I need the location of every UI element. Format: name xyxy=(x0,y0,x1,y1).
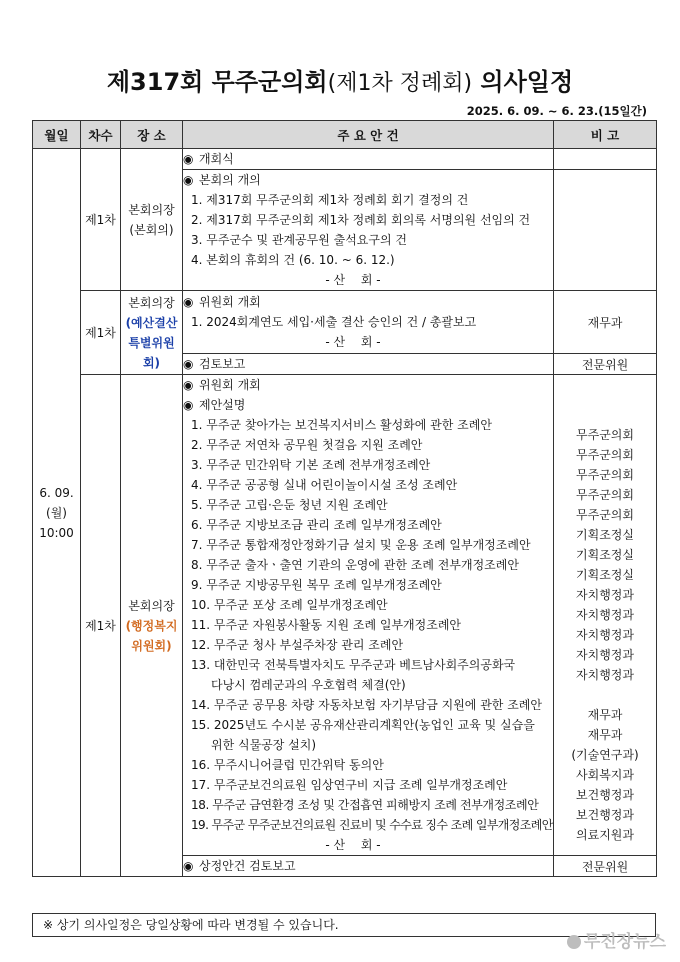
note-cell xyxy=(554,170,657,291)
note-value: 기획조정실 xyxy=(576,548,634,562)
bullet-icon: ◉ xyxy=(183,378,194,392)
agenda-item: 19. 무주군 무주군보건의료원 진료비 및 수수료 징수 조례 일부개정조례안 xyxy=(191,818,553,832)
place-cell: 본회의장 (본회의) xyxy=(121,149,183,291)
agenda-cell: ◉ 검토보고 xyxy=(183,354,554,375)
note-value: 무주군의회 xyxy=(576,428,634,442)
title-main: 제317회 무주군의회 xyxy=(106,68,328,96)
agenda-item: 3. 무주군수 및 관계공무원 출석요구의 건 xyxy=(191,233,407,247)
bullet-icon: ◉ xyxy=(183,859,194,873)
agenda-item: 4. 무주군 공공형 실내 어린이놀이시설 조성 조례안 xyxy=(191,478,458,492)
title-sub: (제1차 정례회) xyxy=(327,71,473,96)
session-cell: 제1차 xyxy=(81,149,121,291)
agenda-item: 1. 2024회계연도 세입·세출 결산 승인의 건 / 총괄보고 xyxy=(191,315,477,329)
agenda-item-cont: 다낭시 껌레군과의 우호협력 체결(안) xyxy=(211,678,406,692)
bullet-icon: ◉ xyxy=(183,398,194,412)
table-header-row xyxy=(33,121,657,149)
footer-notice: ※ 상기 의사일정은 당일상황에 따라 변경될 수 있습니다. xyxy=(32,913,656,937)
note-cell xyxy=(554,149,657,170)
note-value: 기획조정실 xyxy=(576,568,634,582)
adjourn-label: - 산 회 - xyxy=(325,335,381,349)
bullet-icon: ◉ xyxy=(183,152,194,166)
table-row xyxy=(33,291,657,354)
note-value: 무주군의회 xyxy=(576,508,634,522)
agenda-item: 10. 무주군 포상 조례 일부개정조례안 xyxy=(191,598,388,612)
agenda-cell: ◉ 위원회 개회 1. 2024회계연도 세입·세출 결산 승인의 건 / 총괄보고 - 산 회 - xyxy=(183,291,554,354)
note-value: 의료지원과 xyxy=(576,828,634,842)
note-cell xyxy=(554,375,657,856)
session-period: 2025. 6. 09. ~ 6. 23.(15일간) xyxy=(466,104,647,118)
agenda-item: 4. 본회의 휴회의 건 (6. 10. ~ 6. 12.) xyxy=(191,253,395,267)
place-cell: 본회의장 (예산결산 특별위원회) xyxy=(121,291,183,375)
agenda-item: 2. 무주군 저연차 공무원 첫걸음 지원 조례안 xyxy=(191,438,423,452)
session-cell: 제1차 xyxy=(81,375,121,877)
agenda-item: 16. 무주시니어클럽 민간위탁 동의안 xyxy=(191,758,384,772)
page-title xyxy=(0,62,680,97)
agenda-cell: ◉ 본회의 개의 1. 제317회 무주군의회 제1차 정례회 회기 결정의 건 2. 제317회 무주군의회 제1차 정례회 회의록 서명의원 선임의 건 3. 무주군수 및 관계공무원 출석요구의 건 4. 본회의 휴회의 건 (6. 10. ~ 6. 12.) - 산 회 - xyxy=(183,170,554,291)
header-agenda: 주 요 안 건 xyxy=(183,121,554,149)
agenda-cell: ◉ 상정안건 검토보고 xyxy=(183,856,554,877)
table-row xyxy=(33,375,657,856)
bullet-icon: ◉ xyxy=(183,295,194,309)
place-cell: 본회의장 (행정복지 위원회) xyxy=(121,375,183,877)
header-session: 차수 xyxy=(81,121,121,149)
agenda-item: 9. 무주군 지방공무원 복무 조례 일부개정조례안 xyxy=(191,578,442,592)
agenda-item: 3. 무주군 민간위탁 기본 조례 전부개정조례안 xyxy=(191,458,431,472)
note-value: 자치행정과 xyxy=(576,668,634,682)
date-cell: 6. 09. (월) 10:00 xyxy=(33,149,81,877)
agenda-item: 7. 무주군 통합재정안정화기금 설치 및 운용 조례 일부개정조례안 xyxy=(191,538,531,552)
agenda-cell: ◉ 개회식 xyxy=(183,149,554,170)
agenda-item: 13. 대한민국 전북특별자치도 무주군과 베트남사회주의공화국 xyxy=(191,658,516,672)
agenda-item: 17. 무주군보건의료원 임상연구비 지급 조례 일부개정조례안 xyxy=(191,778,508,792)
adjourn-label: - 산 회 - xyxy=(325,838,381,852)
bullet-icon: ◉ xyxy=(183,357,194,371)
note-value: 무주군의회 xyxy=(576,448,634,462)
agenda-item: 8. 무주군 출자ㆍ출연 기관의 운영에 관한 조례 전부개정조례안 xyxy=(191,558,519,572)
header-date: 월일 xyxy=(33,121,81,149)
agenda-item: 1. 무주군 찾아가는 보건복지서비스 활성화에 관한 조례안 xyxy=(191,418,492,432)
note-value: 보건행정과 xyxy=(576,788,634,802)
note-value: 사회복지과 xyxy=(576,768,634,782)
session-cell: 제1차 xyxy=(81,291,121,375)
title-tail: 의사일정 xyxy=(480,68,574,96)
agenda-item: 5. 무주군 고립·은둔 청년 지원 조례안 xyxy=(191,498,388,512)
note-value: 자치행정과 xyxy=(576,608,634,622)
watermark: 무진장뉴스 xyxy=(567,927,666,952)
note-cell: 전문위원 xyxy=(554,856,657,877)
agenda-item: 2. 제317회 무주군의회 제1차 정례회 회의록 서명의원 선임의 건 xyxy=(191,213,531,227)
agenda-item: 1. 제317회 무주군의회 제1차 정례회 회기 결정의 건 xyxy=(191,193,469,207)
note-value: 자치행정과 xyxy=(576,648,634,662)
watermark-logo-icon xyxy=(567,935,581,949)
table-row xyxy=(33,149,657,170)
agenda-item: 14. 무주군 공무용 차량 자동차보험 자기부담금 지원에 관한 조례안 xyxy=(191,698,542,712)
note-value: 재무과 xyxy=(587,708,623,722)
agenda-item: 11. 무주군 자원봉사활동 지원 조례 일부개정조례안 xyxy=(191,618,461,632)
note-value: 무주군의회 xyxy=(576,468,634,482)
note-value: 무주군의회 xyxy=(576,488,634,502)
agenda-cell: ◉ 위원회 개회 ◉ 제안설명 1. 무주군 찾아가는 보건복지서비스 활성화에 관한 조례안 2. 무주군 저연차 공무원 첫걸음 지원 조례안 3. 무주군 민간위탁 기본 조례 전부개정조례안 4. 무주군 공공형 실내 어린이놀이시설 조성 조례안 5. 무주군 고립·은둔 청년 지원 조례안 6. 무주군 지방보조금 관리 조례 일부개정조례안 7. 무주군 통합재정안정화기금 설치 및 운용 조례 일부개정조례안 8. 무주군 출자ㆍ출연 기관의 운영에 관한 조례 전부개정조례안 9. 무주군 지방공무원 복무 조례 일부개정조례안 10. 무주군 포상 조례 일부개정조례안 11. 무주군 자원봉사활동 지원 조례 일부개정조례안 12. 무주군 청사 부설주차장 관리 조례안 13. 대한민국 전북특별자치도 무주군과 베트남사회주의공화국 다낭시 껌레군과의 우호협력 체결(안) 14. 무주군 공무용 차량 자동차보험 자기부담금 지원에 관한 조례안 15. 2025년도 수시분 공유재산관리계획안(농업인 교육 및 실습을 위한 식물공장 설치) 16. 무주시니어클럽 민간위탁 동의안 17. 무주군보건의료원 임상연구비 지급 조례 일부개정조례안 18. 무주군 금연환경 조성 및 간접흡연 피해방지 조례 전부개정조례안 19. 무주군 무주군보건의료원 진료비 및 수수료 징수 조례 일부개정조례안 - 산 회 - xyxy=(183,375,554,856)
note-value: 자치행정과 xyxy=(576,628,634,642)
note-value: 기획조정실 xyxy=(576,528,634,542)
note-cell: 전문위원 xyxy=(554,354,657,375)
bullet-icon: ◉ xyxy=(183,173,194,187)
schedule-table xyxy=(32,120,657,877)
agenda-item: 18. 무주군 금연환경 조성 및 간접흡연 피해방지 조례 전부개정조례안 xyxy=(191,798,539,812)
agenda-item-cont: 위한 식물공장 설치) xyxy=(211,738,317,752)
header-place: 장 소 xyxy=(121,121,183,149)
agenda-item: 6. 무주군 지방보조금 관리 조례 일부개정조례안 xyxy=(191,518,442,532)
note-value: (기술연구과) xyxy=(571,748,639,762)
note-value: 보건행정과 xyxy=(576,808,634,822)
agenda-item: 15. 2025년도 수시분 공유재산관리계획안(농업인 교육 및 실습을 xyxy=(191,718,535,732)
header-note: 비 고 xyxy=(554,121,657,149)
agenda-item: 12. 무주군 청사 부설주차장 관리 조례안 xyxy=(191,638,404,652)
note-cell: 재무과 xyxy=(554,291,657,354)
adjourn-label: - 산 회 - xyxy=(325,273,381,287)
note-value: 재무과 xyxy=(587,728,623,742)
note-value: 자치행정과 xyxy=(576,588,634,602)
